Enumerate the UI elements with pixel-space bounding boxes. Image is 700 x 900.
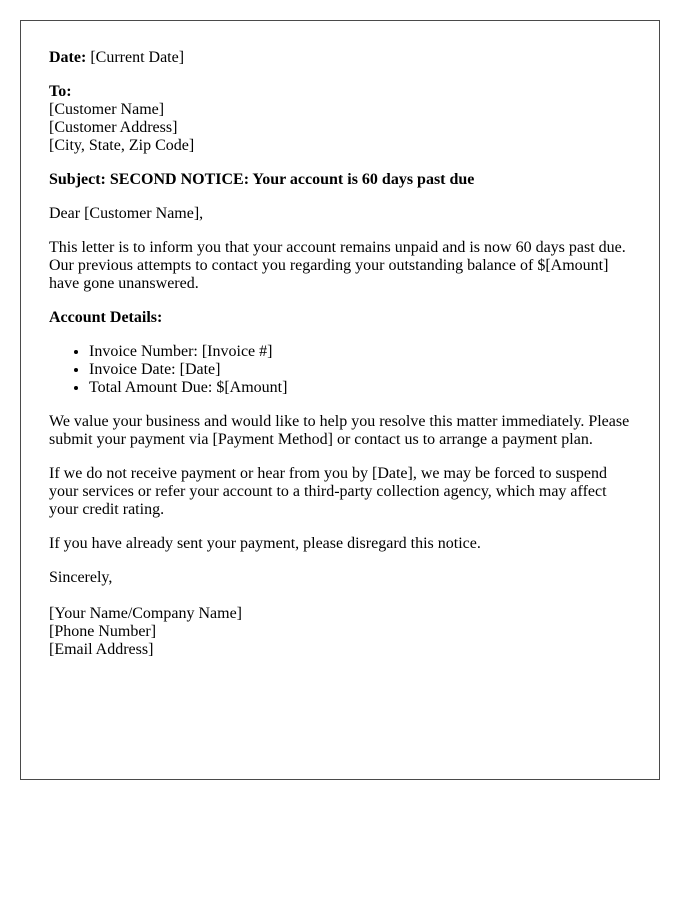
recipient-name: [Customer Name] bbox=[49, 101, 165, 118]
signature-block bbox=[49, 605, 631, 659]
date-line bbox=[49, 49, 631, 67]
subject-text: Subject: SECOND NOTICE: Your account is 60 days past due bbox=[49, 171, 475, 188]
date-value: [Current Date] bbox=[90, 49, 185, 66]
account-details-heading-text: Account Details: bbox=[49, 309, 163, 326]
letter-page bbox=[20, 20, 660, 780]
payment-paragraph: We value your business and would like to help you resolve this matter immediately. Please submit your payment via [Payment Method] or contact us to arrange a payment plan. bbox=[49, 413, 630, 448]
subject-line bbox=[49, 171, 631, 189]
signature-email: [Email Address] bbox=[49, 641, 154, 658]
account-details-list bbox=[49, 343, 631, 397]
date-label: Date: bbox=[49, 49, 87, 66]
salutation: Dear [Customer Name], bbox=[49, 205, 204, 222]
warning-paragraph: If we do not receive payment or hear from you by [Date], we may be forced to suspend your services or refer your account to a third-party collection agency, which may affect your credit rating. bbox=[49, 465, 608, 518]
to-label: To: bbox=[49, 83, 72, 100]
recipient-block bbox=[49, 83, 631, 155]
list-item: • Total Amount Due: $[Amount] bbox=[89, 379, 631, 397]
disregard-paragraph: If you have already sent your payment, please disregard this notice. bbox=[49, 535, 481, 552]
signature-name: [Your Name/Company Name] bbox=[49, 605, 243, 622]
list-item: • Invoice Number: [Invoice #] bbox=[89, 343, 631, 361]
list-item: • Invoice Date: [Date] bbox=[89, 361, 631, 379]
signature-phone: [Phone Number] bbox=[49, 623, 157, 640]
recipient-address: [Customer Address] bbox=[49, 119, 178, 136]
recipient-city-state-zip: [City, State, Zip Code] bbox=[49, 137, 195, 154]
intro-paragraph: This letter is to inform you that your account remains unpaid and is now 60 days past due. Our previous attempts to contact you regarding your outstanding balance of $[Amount] have gone unanswered. bbox=[49, 239, 626, 292]
closing: Sincerely, bbox=[49, 569, 113, 586]
account-details-heading bbox=[49, 309, 631, 327]
